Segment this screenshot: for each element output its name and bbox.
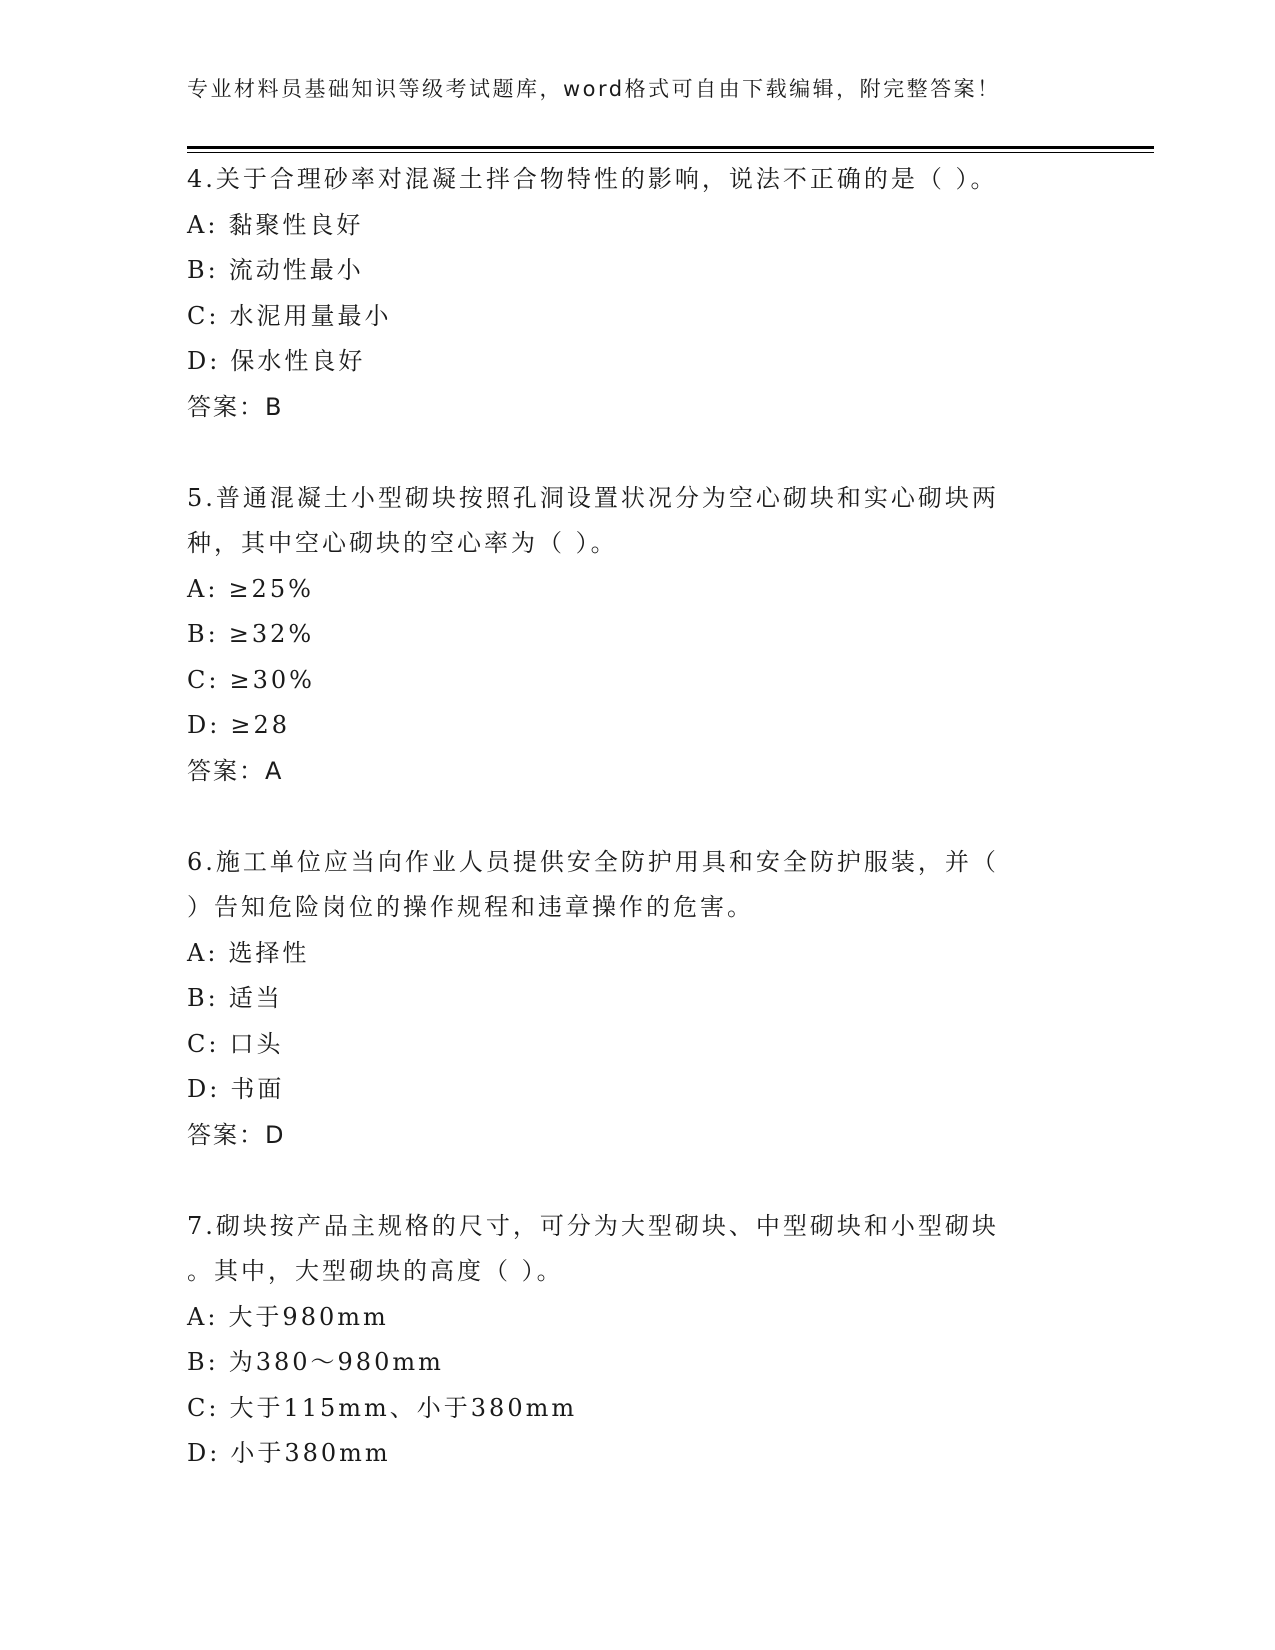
option-letter: C bbox=[187, 301, 209, 330]
option-letter: D bbox=[187, 1439, 210, 1467]
option-separator: : bbox=[209, 1439, 221, 1467]
option-letter: C bbox=[187, 1393, 209, 1422]
option-separator: : bbox=[208, 665, 220, 694]
option-text: 保水性良好 bbox=[230, 347, 366, 375]
option-separator: : bbox=[207, 1348, 219, 1376]
option-c[interactable] bbox=[187, 658, 1087, 704]
option-text: ≥30% bbox=[229, 665, 315, 694]
option-separator: : bbox=[207, 938, 219, 967]
option-text: 为380～980mm bbox=[228, 1348, 444, 1376]
option-separator: : bbox=[208, 301, 220, 330]
option-d[interactable] bbox=[187, 703, 1087, 749]
option-letter: B bbox=[187, 620, 208, 648]
option-separator: : bbox=[209, 1075, 221, 1103]
option-a[interactable] bbox=[187, 567, 1087, 613]
option-text: 书面 bbox=[230, 1075, 285, 1103]
question-text-continued: 。其中，大型砌块的高度（ ）。 bbox=[187, 1257, 564, 1285]
answer-line: 答案：D bbox=[187, 1120, 286, 1149]
option-letter: C bbox=[187, 665, 209, 694]
option-separator: : bbox=[207, 1302, 219, 1331]
option-separator: : bbox=[209, 711, 221, 739]
question-text-continued: 种，其中空心砌块的空心率为（ ）。 bbox=[187, 529, 618, 557]
question-item bbox=[187, 476, 1087, 840]
option-text: 选择性 bbox=[228, 938, 310, 967]
option-separator: : bbox=[207, 256, 219, 284]
question-item bbox=[187, 1204, 1087, 1477]
option-b[interactable] bbox=[187, 248, 1087, 294]
option-letter: B bbox=[187, 256, 208, 284]
question-spacer bbox=[187, 794, 1087, 840]
option-c[interactable] bbox=[187, 294, 1087, 340]
option-letter: B bbox=[187, 984, 208, 1012]
option-b[interactable] bbox=[187, 1340, 1087, 1386]
question-item bbox=[187, 840, 1087, 1204]
header-rule-thick bbox=[187, 146, 1154, 149]
option-c[interactable] bbox=[187, 1022, 1087, 1068]
option-text: 大于980mm bbox=[228, 1302, 389, 1331]
option-separator: : bbox=[209, 347, 221, 375]
option-text: ≥28 bbox=[230, 711, 290, 739]
option-d[interactable] bbox=[187, 1431, 1087, 1477]
option-letter: D bbox=[187, 711, 210, 739]
option-letter: A bbox=[187, 210, 208, 239]
option-text: 小于380mm bbox=[230, 1439, 391, 1467]
page-header: 专业材料员基础知识等级考试题库，word格式可自由下载编辑，附完整答案！ bbox=[187, 77, 1001, 101]
option-text: 水泥用量最小 bbox=[229, 301, 392, 330]
question-text-continued: ）告知危险岗位的操作规程和违章操作的危害。 bbox=[187, 893, 754, 921]
option-text: ≥25% bbox=[228, 574, 314, 603]
option-separator: : bbox=[207, 620, 219, 648]
option-text: ≥32% bbox=[228, 620, 315, 648]
option-text: 适当 bbox=[228, 984, 283, 1012]
option-letter: A bbox=[187, 574, 208, 603]
option-letter: B bbox=[187, 1348, 208, 1376]
question-text: 7.砌块按产品主规格的尺寸，可分为大型砌块、中型砌块和小型砌块 bbox=[187, 1211, 999, 1240]
question-text: 5.普通混凝土小型砌块按照孔洞设置状况分为空心砌块和实心砌块两 bbox=[187, 483, 999, 512]
option-text: 黏聚性良好 bbox=[228, 210, 364, 239]
option-b[interactable] bbox=[187, 612, 1087, 658]
option-separator: : bbox=[207, 574, 219, 603]
option-d[interactable] bbox=[187, 1067, 1087, 1113]
option-b[interactable] bbox=[187, 976, 1087, 1022]
question-list bbox=[187, 157, 1087, 1477]
answer-line: 答案：B bbox=[187, 392, 284, 421]
option-separator: : bbox=[207, 210, 219, 239]
option-a[interactable] bbox=[187, 931, 1087, 977]
option-text: 口头 bbox=[229, 1029, 284, 1058]
question-spacer bbox=[187, 1158, 1087, 1204]
option-a[interactable] bbox=[187, 203, 1087, 249]
option-d[interactable] bbox=[187, 339, 1087, 385]
question-text: 6.施工单位应当向作业人员提供安全防护用具和安全防护服装，并（ bbox=[187, 847, 999, 876]
question-spacer bbox=[187, 430, 1087, 476]
question-item bbox=[187, 157, 1087, 476]
option-text: 大于115mm、小于380mm bbox=[229, 1393, 578, 1422]
option-separator: : bbox=[208, 1393, 220, 1422]
option-letter: D bbox=[187, 1075, 210, 1103]
option-a[interactable] bbox=[187, 1295, 1087, 1341]
option-letter: C bbox=[187, 1029, 209, 1058]
answer-line: 答案：A bbox=[187, 756, 284, 785]
header-rule-thin bbox=[187, 152, 1154, 153]
question-text: 4.关于合理砂率对混凝土拌合物特性的影响，说法不正确的是（ ）。 bbox=[187, 165, 998, 193]
option-letter: A bbox=[187, 1302, 208, 1331]
option-separator: : bbox=[208, 1029, 220, 1058]
option-letter: D bbox=[187, 347, 210, 375]
option-letter: A bbox=[187, 938, 208, 967]
option-c[interactable] bbox=[187, 1386, 1087, 1432]
option-separator: : bbox=[207, 984, 219, 1012]
option-text: 流动性最小 bbox=[228, 256, 364, 284]
